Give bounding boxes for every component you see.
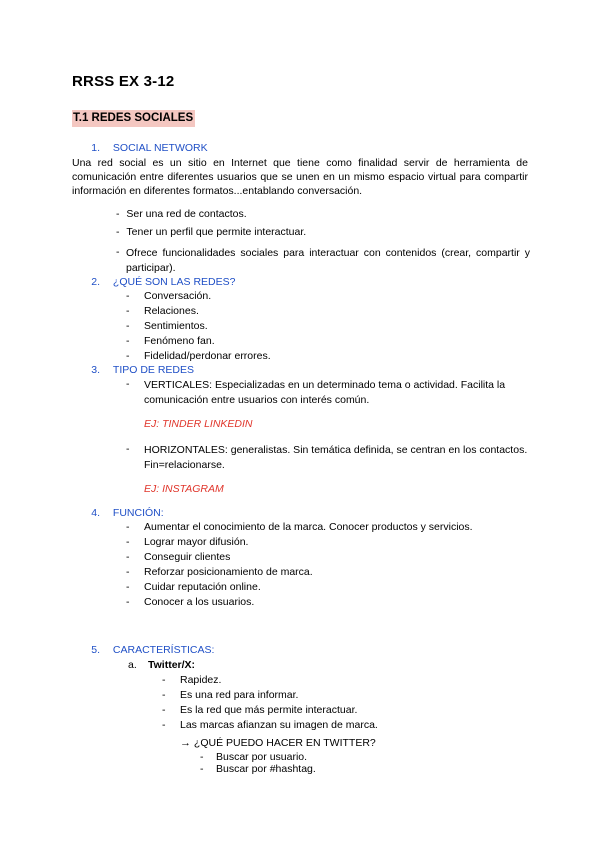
- item-number: 2.: [91, 276, 100, 288]
- item-3-heading: [86, 364, 194, 376]
- list-item-text: Relaciones.: [144, 305, 199, 317]
- list-item-text: Tener un perfil que permite interactuar.: [126, 226, 307, 238]
- list-item: [126, 536, 249, 548]
- list-item: [126, 350, 271, 362]
- list-item: [126, 581, 261, 593]
- item-number: 5.: [91, 644, 100, 656]
- item-4-heading: [86, 507, 164, 519]
- dash-marker: -: [200, 751, 204, 763]
- list-item: [162, 704, 358, 716]
- list-item-text: Reforzar posicionamiento de marca.: [144, 566, 313, 578]
- question-text: ¿QUÉ PUEDO HACER EN TWITTER?: [193, 737, 376, 749]
- dash-marker: -: [126, 566, 130, 578]
- dash-marker: -: [126, 581, 130, 593]
- item-heading-text: ¿QUÉ SON LAS REDES?: [112, 276, 236, 288]
- list-item-text: Buscar por usuario.: [216, 751, 308, 763]
- item-heading-text: FUNCIÓN:: [112, 507, 164, 519]
- list-item: [116, 226, 306, 238]
- item-2-heading: [86, 276, 235, 288]
- list-item-text: Fenómeno fan.: [144, 335, 215, 347]
- dash-marker: -: [126, 596, 130, 608]
- list-item-text: Lograr mayor difusión.: [144, 536, 249, 548]
- list-item: [126, 551, 231, 563]
- list-item-text: Buscar por #hashtag.: [216, 763, 316, 775]
- dash-marker: -: [200, 763, 204, 775]
- list-item-text: Es la red que más permite interactuar.: [180, 704, 358, 716]
- item-1-heading: [86, 142, 208, 154]
- list-item-text: Las marcas afianzan su imagen de marca.: [180, 719, 378, 731]
- sub-item-heading: [128, 659, 196, 671]
- dash-marker: -: [116, 226, 120, 238]
- item-heading-text: SOCIAL NETWORK: [112, 142, 208, 154]
- dash-marker: -: [126, 290, 130, 302]
- dash-marker: -: [116, 246, 120, 258]
- example-text: EJ: INSTAGRAM: [144, 483, 224, 495]
- arrow-right-icon: →: [180, 737, 191, 749]
- item-number: 4.: [91, 507, 100, 519]
- list-item: [116, 246, 120, 258]
- item-heading-text: TIPO DE REDES: [112, 364, 195, 376]
- dash-marker: -: [126, 536, 130, 548]
- item-5-heading: [86, 644, 214, 656]
- list-item: [162, 719, 378, 731]
- list-item-text: Rapidez.: [180, 674, 222, 686]
- section-heading-text: T.1 REDES SOCIALES: [73, 112, 194, 124]
- list-item: [200, 763, 316, 775]
- dash-marker: -: [126, 305, 130, 317]
- dash-marker: -: [162, 689, 166, 701]
- dash-marker: -: [162, 704, 166, 716]
- item-heading-text: CARACTERÍSTICAS:: [112, 644, 215, 656]
- list-item: [126, 290, 212, 302]
- list-item: [126, 305, 199, 317]
- list-item-text: Aumentar el conocimiento de la marca. Conocer productos y servicios.: [144, 521, 473, 533]
- section-heading: [72, 110, 195, 127]
- question-line: [180, 737, 376, 749]
- list-item-text: Conversación.: [144, 290, 212, 302]
- item-1-paragraph: Una red social es un sitio en Internet que tiene como finalidad servir de herramienta de comunicación entre diferentes usuarios que se unen en un mismo espacio virtual para compartir información en diferentes formatos...entablando conversación.: [72, 157, 528, 197]
- sub-item-text: Twitter/X:: [148, 659, 196, 671]
- list-item: [126, 443, 130, 455]
- list-item-text: Ofrece funcionalidades sociales para interactuar con contenidos (crear, compartir y participar).: [126, 247, 530, 274]
- list-item: [116, 208, 247, 220]
- list-item: [126, 521, 473, 533]
- list-item: [126, 378, 130, 390]
- dash-marker: -: [126, 320, 130, 332]
- list-item: [162, 674, 222, 686]
- list-item: [126, 566, 313, 578]
- list-item: [126, 335, 215, 347]
- list-item-text: Ser una red de contactos.: [126, 208, 247, 220]
- dash-marker: -: [126, 335, 130, 347]
- dash-marker: -: [162, 674, 166, 686]
- list-item-text: Conocer a los usuarios.: [144, 596, 255, 608]
- list-item: [200, 751, 308, 763]
- sub-item-letter: a.: [128, 659, 137, 671]
- dash-marker: -: [126, 551, 130, 563]
- list-item: [126, 320, 208, 332]
- list-item-text: Cuidar reputación online.: [144, 581, 261, 593]
- list-item: [126, 596, 255, 608]
- dash-marker: -: [126, 378, 130, 390]
- item-number: 1.: [91, 142, 100, 154]
- dash-marker: -: [126, 443, 130, 455]
- list-item-text: Fidelidad/perdonar errores.: [144, 350, 271, 362]
- list-item-text: Es una red para informar.: [180, 689, 299, 701]
- dash-marker: -: [162, 719, 166, 731]
- example-text: EJ: TINDER LINKEDIN: [144, 418, 253, 430]
- list-item-text: Sentimientos.: [144, 320, 208, 332]
- list-item-text: VERTICALES: Especializadas en un determinado tema o actividad. Facilita la comunicación entre usuarios con interés común.: [144, 379, 506, 406]
- item-number: 3.: [91, 364, 100, 376]
- list-item-text: Conseguir clientes: [144, 551, 231, 563]
- list-item-text: HORIZONTALES: generalistas. Sin temática definida, se centran en los contactos. Fin=relacionarse.: [144, 444, 528, 471]
- dash-marker: -: [126, 521, 130, 533]
- dash-marker: -: [116, 208, 120, 220]
- document-title: RRSS EX 3-12: [72, 73, 175, 90]
- list-item: [162, 689, 299, 701]
- dash-marker: -: [126, 350, 130, 362]
